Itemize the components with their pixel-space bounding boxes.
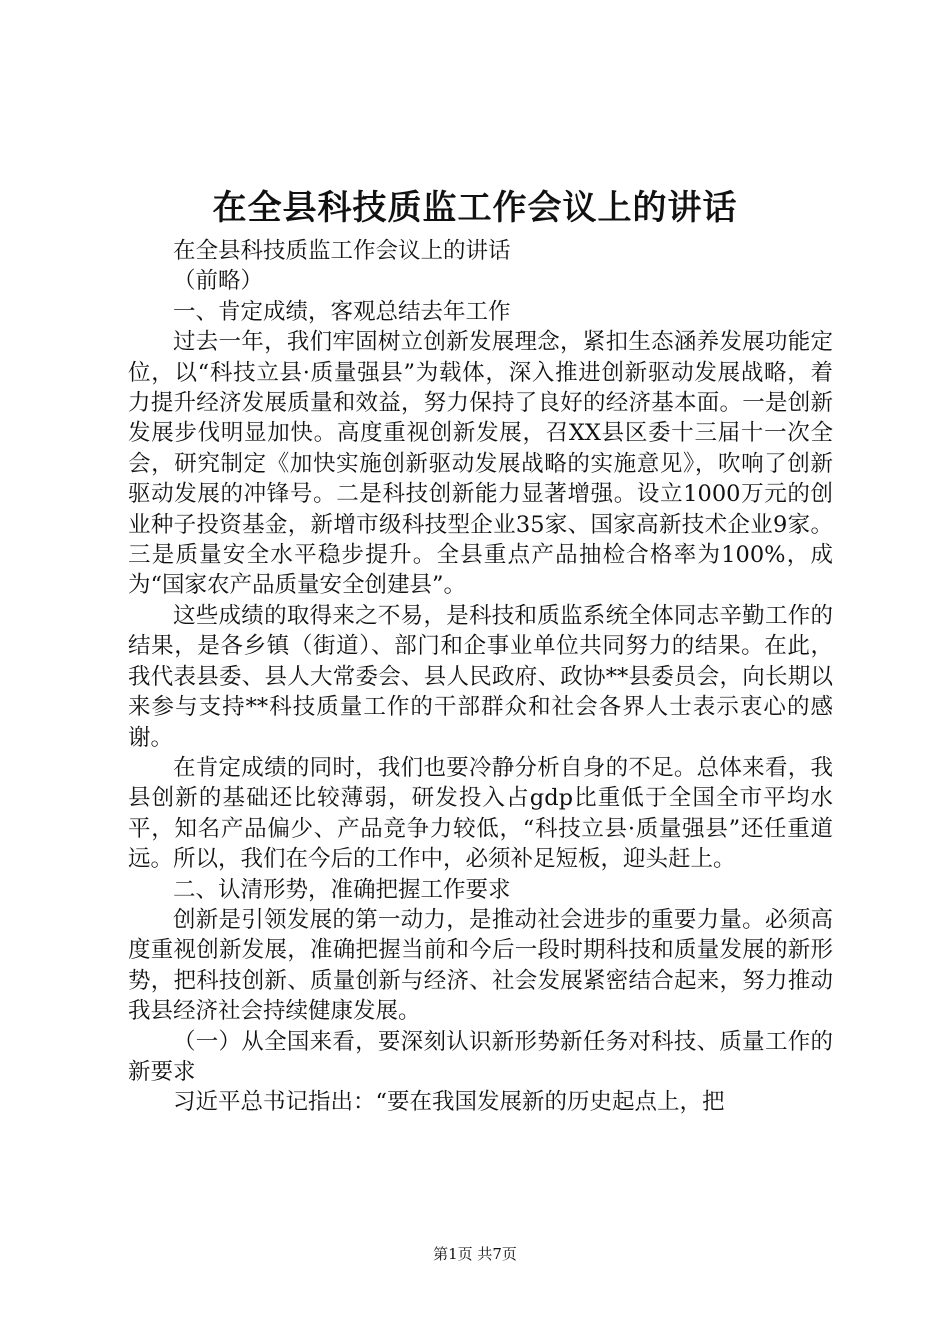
subtitle-paragraph: 在全县科技质监工作会议上的讲话 bbox=[173, 238, 511, 264]
body-paragraph: 过去一年，我们牢固树立创新发展理念，紧扣生态涵养发展功能定位，以“科技立县·质量强县”为载体，深入推进创新驱动发展战略，着力提升经济发展质量和效益，努力保持了良好的经济基本面。一是创新发展步伐明显加快。高度重视创新发展，召XX县区委十三届十一次全会，研究制定《加快实施创新驱动发展战略的实施意见》，吹响了创新驱动发展的冲锋号。二是科技创新能力显著增强。设立1000万元的创业种子投资基金，新增市级科技型企业35家、国家高新技术企业9家。三是质量安全水平稳步提升。全县重点产品抽检合格率为100%，成为“国家农产品质量安全创建县”。 bbox=[128, 329, 833, 599]
document-title: 在全县科技质监工作会议上的讲话 bbox=[212, 188, 738, 228]
body-paragraph: 这些成绩的取得来之不易，是科技和质监系统全体同志辛勤工作的结果，是各乡镇（街道）、部门和企事业单位共同努力的结果。在此，我代表县委、县人大常委会、县人民政府、政协**县委员会，向长期以来参与支持**科技质量工作的干部群众和社会各界人士表示衷心的感谢。 bbox=[128, 602, 833, 751]
body-paragraph: 在肯定成绩的同时，我们也要冷静分析自身的不足。总体来看，我县创新的基础还比较薄弱，研发投入占gdp比重低于全国全市平均水平，知名产品偏少、产品竞争力较低，“科技立县·质量强县”还任重道远。所以，我们在今后的工作中，必须补足短板，迎头赶上。 bbox=[128, 754, 833, 873]
body-paragraph: 创新是引领发展的第一动力，是推动社会进步的重要力量。必须高度重视创新发展，准确把握当前和今后一段时期科技和质量发展的新形势，把科技创新、质量创新与经济、社会发展紧密结合起来，努力推动我县经济社会持续健康发展。 bbox=[128, 906, 833, 1025]
omission-note: （前略） bbox=[173, 268, 264, 295]
subsection-heading-1: （一）从全国来看，要深刻认识新形势新任务对科技、质量工作的新要求 bbox=[128, 1028, 833, 1085]
document-body bbox=[128, 236, 833, 1118]
section-heading-1: 一、肯定成绩，客观总结去年工作 bbox=[173, 298, 511, 325]
page-footer: 第1页 共7页 bbox=[433, 1245, 517, 1263]
section-heading-2: 二、认清形势，准确把握工作要求 bbox=[173, 876, 511, 903]
body-paragraph: 习近平总书记指出：“要在我国发展新的历史起点上，把 bbox=[173, 1089, 725, 1116]
